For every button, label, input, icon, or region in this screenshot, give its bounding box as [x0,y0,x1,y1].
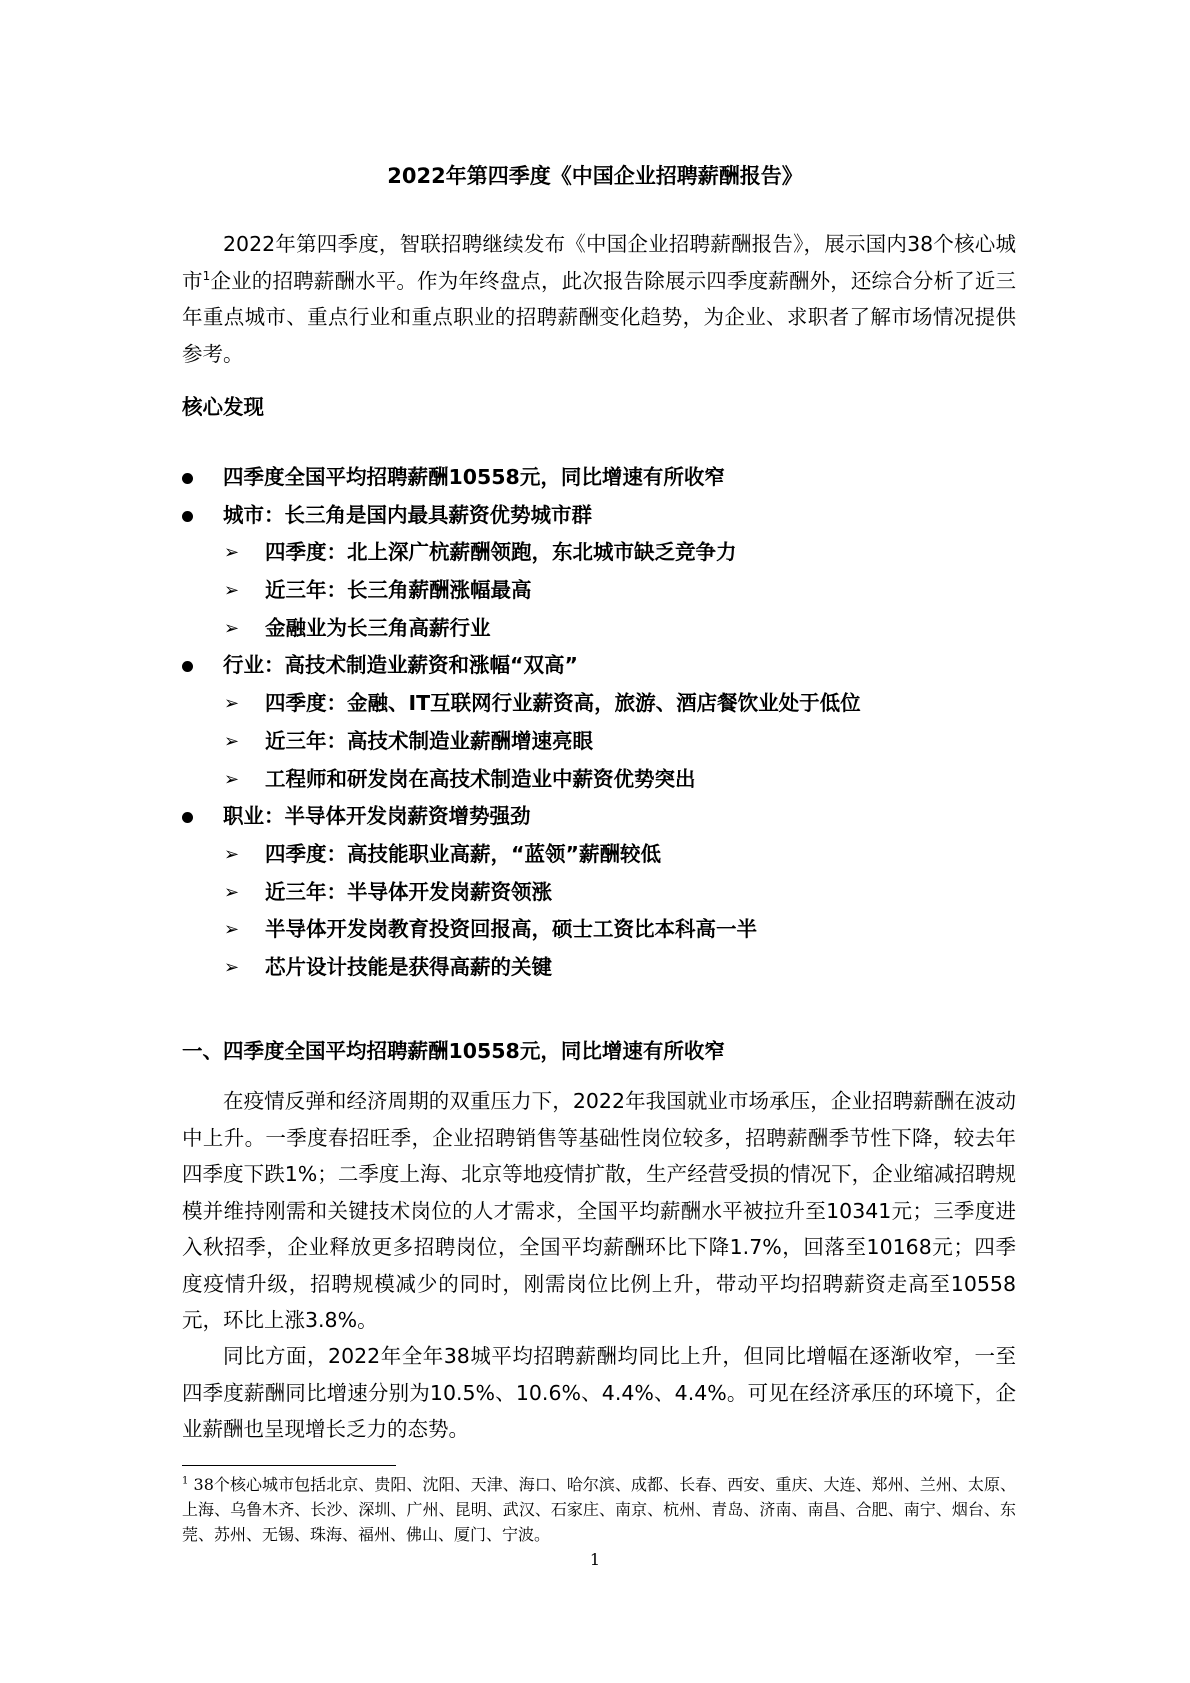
list-item: ➢ 四季度：高技能职业高薪，“蓝领”薪酬较低 [0,836,1190,874]
list-item: 城市：长三角是国内最具薪资优势城市群 [0,497,1190,535]
list-item: ➢ 四季度：北上深广杭薪酬领跑，东北城市缺乏竞争力 [0,534,1190,572]
page-number: 1 [589,1550,601,1569]
arrow-bullet-icon: ➢ [224,730,240,752]
list-item: ➢ 芯片设计技能是获得高薪的关键 [0,949,1190,987]
list-item: 四季度全国平均招聘薪酬10558元，同比增速有所收窄 [0,459,1190,497]
section1-paragraph-1: 在疫情反弹和经济周期的双重压力下，2022年我国就业市场承压，企业招聘薪酬在波动中上升。一季度春招旺季，企业招聘销售等基础性岗位较多，招聘薪酬季节性下降，较去年四季度下跌1%；二季度上海、北京等地疫情扩散，生产经营受损的情况下，企业缩减招聘规模并维持刚需和关键技术岗位的人才需求，全国平均薪酬水平被拉升至10341元；三季度进入秋招季，企业释放更多招聘岗位，全国平均薪酬环比下降1.7%，回落至10168元；四季度疫情升级，招聘规模减少的同时，刚需岗位比例上升，带动平均招聘薪资走高至10558元，环比上涨3.8%。 [182,1089,1016,1332]
footnote-divider [182,1465,396,1466]
list-item: 职业：半导体开发岗薪资增势强劲 [0,798,1190,836]
arrow-bullet-icon: ➢ [224,956,240,978]
list-item: ➢ 工程师和研发岗在高技术制造业中薪资优势突出 [0,761,1190,799]
arrow-bullet-icon: ➢ [224,881,240,903]
intro-text-2: 企业的招聘薪酬水平。作为年终盘点，此次报告除展示四季度薪酬外，还综合分析了近三年重点城市、重点行业和重点职业的招聘薪酬变化趋势，为企业、求职者了解市场情况提供参考。 [182,268,1017,366]
intro-paragraph [182,226,1016,372]
bullet-dot-icon [182,812,193,823]
footnote-text: 38个核心城市包括北京、贵阳、沈阳、天津、海口、哈尔滨、成都、长春、西安、重庆、大连、郑州、兰州、太原、上海、乌鲁木齐、长沙、深圳、广州、昆明、武汉、石家庄、南京、杭州、青岛、济南、南昌、合肥、南宁、烟台、东莞、苏州、无锡、珠海、福州、佛山、厦门、宁波。 [182,1475,1016,1544]
findings-list [0,459,1190,987]
bullet-dot-icon [182,511,193,522]
report-title: 2022年第四季度《中国企业招聘薪酬报告》 [387,164,803,188]
bullet-dot-icon [182,661,193,672]
arrow-bullet-icon: ➢ [224,542,240,564]
list-item: ➢ 半导体开发岗教育投资回报高，硕士工资比本科高一半 [0,911,1190,949]
list-item: ➢ 四季度：金融、IT互联网行业薪资高，旅游、酒店餐饮业处于低位 [0,685,1190,723]
arrow-bullet-icon: ➢ [224,580,240,602]
footnote [182,1472,1016,1547]
arrow-bullet-icon: ➢ [224,843,240,865]
arrow-bullet-icon: ➢ [224,693,240,715]
footnote-ref[interactable]: 1 [202,268,211,283]
findings-heading: 核心发现 [182,395,264,419]
list-item: 行业：高技术制造业薪资和涨幅“双高” [0,647,1190,685]
list-item: ➢ 近三年：半导体开发岗薪资领涨 [0,874,1190,912]
list-item: ➢ 金融业为长三角高薪行业 [0,610,1190,648]
intro-text-1: 2022年第四季度，智联招聘继续发布《中国企业招聘薪酬报告》，展示国内38个核心城市 [182,232,1016,293]
section1-heading: 一、四季度全国平均招聘薪酬10558元，同比增速有所收窄 [182,1039,725,1063]
arrow-bullet-icon: ➢ [224,617,240,639]
arrow-bullet-icon: ➢ [224,768,240,790]
footnote-marker: 1 [182,1475,189,1487]
section1-paragraph-2: 同比方面，2022年全年38城平均招聘薪酬均同比上升，但同比增幅在逐渐收窄，一至四季度薪酬同比增速分别为10.5%、10.6%、4.4%、4.4%。可见在经济承压的环境下，企业薪酬也呈现增长乏力的态势。 [182,1344,1016,1441]
arrow-bullet-icon: ➢ [224,919,240,941]
list-item: ➢ 近三年：长三角薪酬涨幅最高 [0,572,1190,610]
bullet-dot-icon [182,473,193,484]
list-item: ➢ 近三年：高技术制造业薪酬增速亮眼 [0,723,1190,761]
